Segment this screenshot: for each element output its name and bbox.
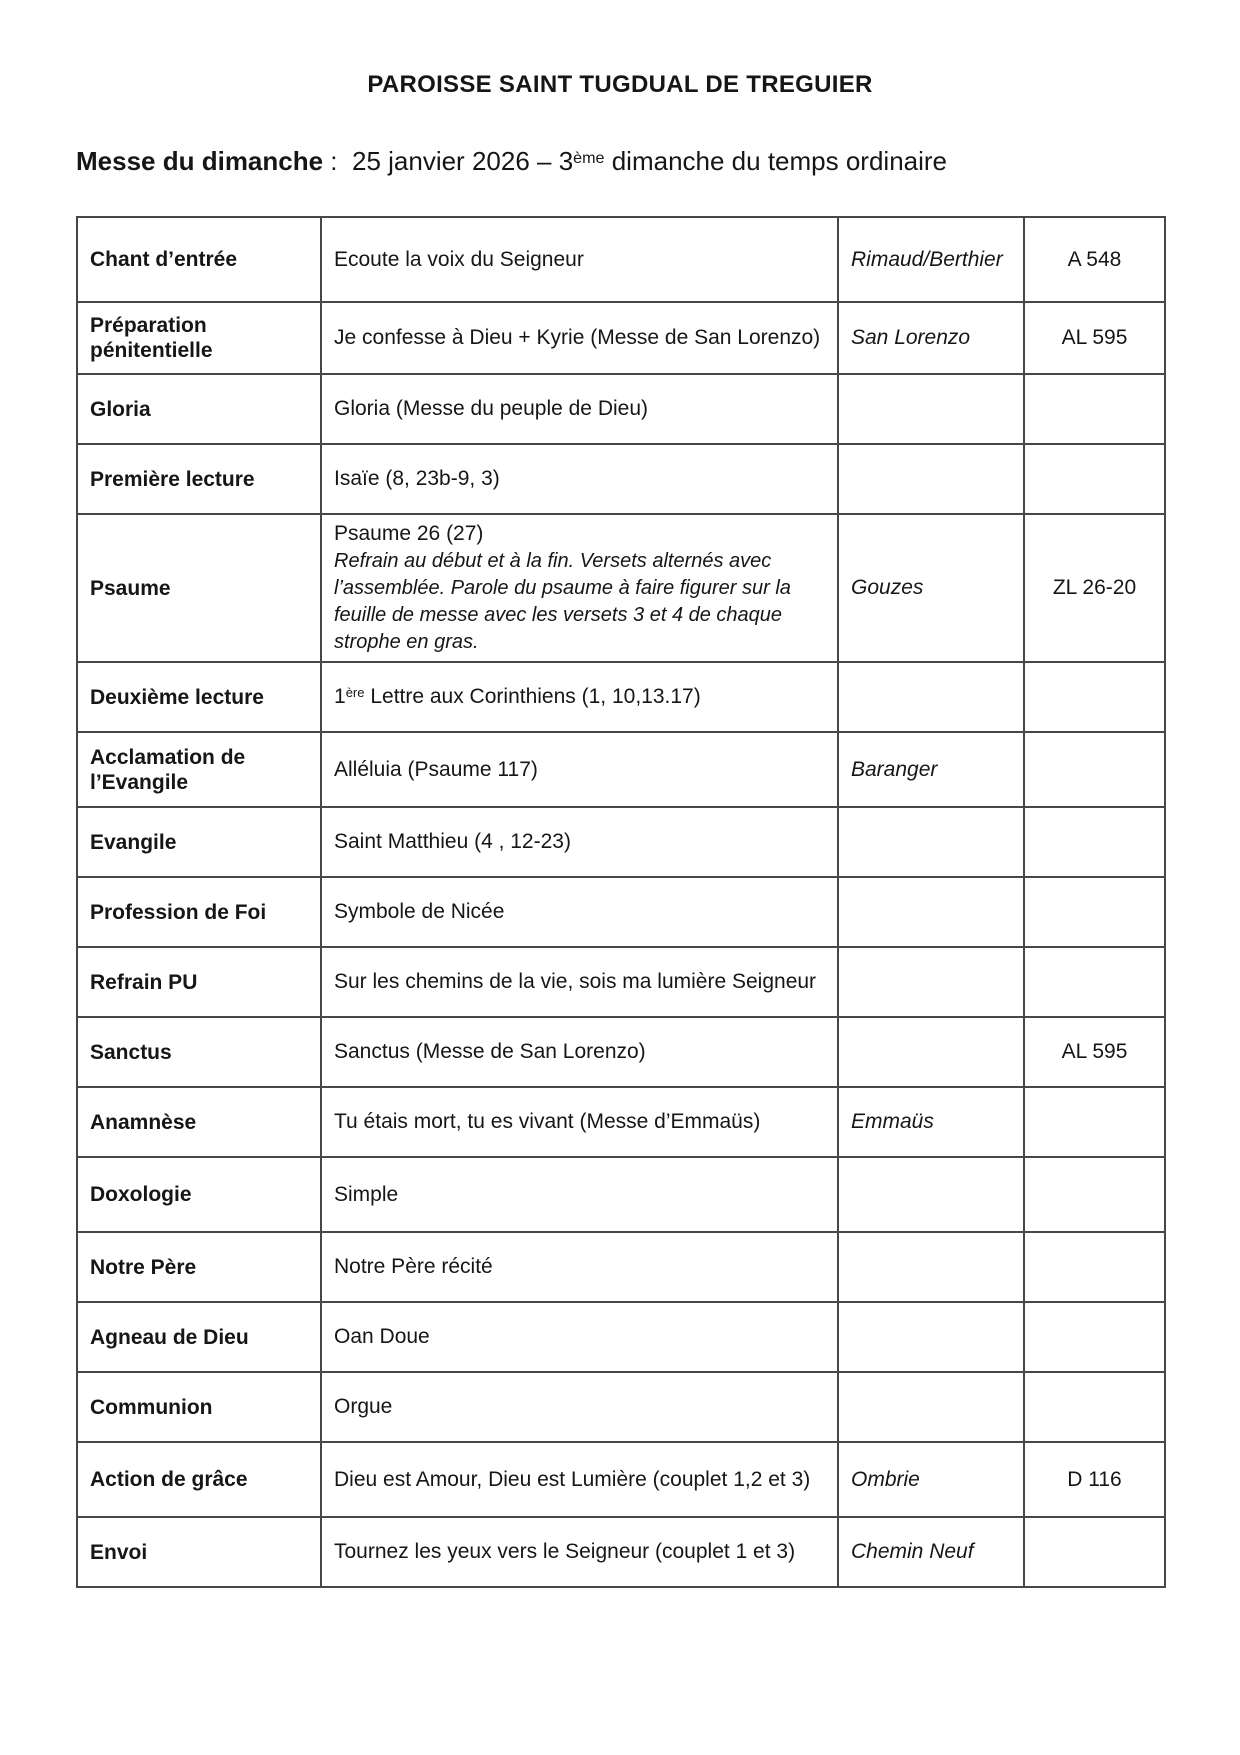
table-row <box>77 1442 1165 1517</box>
content-cell <box>321 1517 838 1587</box>
label-cell <box>77 374 321 444</box>
row-label: Première lecture <box>90 467 255 491</box>
author-cell <box>838 302 1024 374</box>
ref-cell <box>1024 1372 1165 1442</box>
content-cell <box>321 662 838 732</box>
row-label: Refrain PU <box>90 970 198 994</box>
table-row <box>77 662 1165 732</box>
row-content-text: Lettre aux Corinthiens (1, 10,13.17) <box>364 685 701 708</box>
author-cell <box>838 1302 1024 1372</box>
row-content: Orgue <box>334 1395 393 1418</box>
ref-cell <box>1024 514 1165 662</box>
mass-table-body <box>77 217 1165 1587</box>
author-cell <box>838 947 1024 1017</box>
author-cell <box>838 1517 1024 1587</box>
ref-cell <box>1024 1232 1165 1302</box>
ref-cell <box>1024 807 1165 877</box>
page-heading <box>76 144 1164 178</box>
table-row <box>77 732 1165 807</box>
table-row <box>77 947 1165 1017</box>
row-note: Refrain au début et à la fin. Versets alternés avec l’assemblée. Parole du psaume à faire figurer sur la feuille de messe avec les versets 3 et 4 de chaque strophe en gras. <box>334 550 791 653</box>
row-ref: AL 595 <box>1061 1040 1128 1063</box>
ref-cell <box>1024 1017 1165 1087</box>
content-cell <box>321 807 838 877</box>
ref-cell <box>1024 302 1165 374</box>
table-row <box>77 374 1165 444</box>
table-row <box>77 1232 1165 1302</box>
content-cell <box>321 1302 838 1372</box>
content-cell <box>321 1087 838 1157</box>
ref-cell <box>1024 1302 1165 1372</box>
row-author: Rimaud/Berthier <box>851 247 1003 271</box>
content-cell <box>321 514 838 662</box>
page-title: PAROISSE SAINT TUGDUAL DE TREGUIER <box>367 71 873 98</box>
label-cell <box>77 947 321 1017</box>
author-cell <box>838 1372 1024 1442</box>
row-author: Emmaüs <box>851 1110 934 1133</box>
author-cell <box>838 444 1024 514</box>
row-author: Baranger <box>851 757 938 781</box>
table-row <box>77 217 1165 302</box>
row-label: Psaume <box>90 576 171 600</box>
row-label: Action de grâce <box>90 1468 248 1491</box>
row-label: Préparation pénitentielle <box>90 314 213 362</box>
content-cell <box>321 1017 838 1087</box>
ref-cell <box>1024 732 1165 807</box>
author-cell <box>838 374 1024 444</box>
content-cell <box>321 947 838 1017</box>
row-author: San Lorenzo <box>851 326 971 349</box>
row-label: Anamnèse <box>90 1110 197 1134</box>
table-row <box>77 444 1165 514</box>
label-cell <box>77 1442 321 1517</box>
content-cell <box>321 302 838 374</box>
row-label: Communion <box>90 1395 213 1419</box>
label-cell <box>77 444 321 514</box>
author-cell <box>838 514 1024 662</box>
row-content: Je confesse à Dieu + Kyrie (Messe de San Lorenzo) <box>334 326 821 349</box>
label-cell <box>77 1517 321 1587</box>
content-cell <box>321 1157 838 1232</box>
author-cell <box>838 732 1024 807</box>
row-content: Saint Matthieu (4 , 12-23) <box>334 830 571 853</box>
author-cell <box>838 807 1024 877</box>
row-label: Envoi <box>90 1540 148 1564</box>
table-row <box>77 1517 1165 1587</box>
row-ref: AL 595 <box>1061 326 1128 349</box>
row-ref: A 548 <box>1067 247 1122 271</box>
author-cell <box>838 1017 1024 1087</box>
content-cell <box>321 1232 838 1302</box>
author-cell <box>838 877 1024 947</box>
row-ref: ZL 26-20 <box>1052 576 1137 599</box>
label-cell <box>77 302 321 374</box>
row-content: Psaume 26 (27) <box>334 522 484 545</box>
ref-cell <box>1024 1087 1165 1157</box>
row-content: Sanctus (Messe de San Lorenzo) <box>334 1040 646 1063</box>
label-cell <box>77 1232 321 1302</box>
row-content: Alléluia (Psaume 117) <box>334 757 538 781</box>
row-label: Chant d’entrée <box>90 248 238 271</box>
author-cell <box>838 1442 1024 1517</box>
row-label: Acclamation de l’Evangile <box>90 745 246 794</box>
table-row <box>77 1157 1165 1232</box>
row-label: Evangile <box>90 830 177 854</box>
label-cell <box>77 662 321 732</box>
heading-date-text: 25 janvier 2026 – 3 <box>351 146 574 176</box>
author-cell <box>838 1232 1024 1302</box>
row-content: Dieu est Amour, Dieu est Lumière (couplet 1,2 et 3) <box>334 1467 811 1491</box>
author-cell <box>838 1157 1024 1232</box>
label-cell <box>77 1372 321 1442</box>
table-row <box>77 1372 1165 1442</box>
ref-cell <box>1024 1442 1165 1517</box>
row-content: Ecoute la voix du Seigneur <box>334 247 584 271</box>
ref-cell <box>1024 374 1165 444</box>
label-cell <box>77 1017 321 1087</box>
heading-rest-text: dimanche du temps ordinaire <box>604 146 948 176</box>
author-cell <box>838 217 1024 302</box>
label-cell <box>77 807 321 877</box>
row-content: Tournez les yeux vers le Seigneur (couplet 1 et 3) <box>334 1540 796 1563</box>
row-content <box>334 685 701 708</box>
content-cell <box>321 1372 838 1442</box>
row-content: Simple <box>334 1182 399 1206</box>
row-content-superscript: ère <box>345 685 365 701</box>
label-cell <box>77 514 321 662</box>
label-cell <box>77 217 321 302</box>
row-content: Tu étais mort, tu es vivant (Messe d’Emmaüs) <box>334 1110 761 1133</box>
table-row <box>77 1087 1165 1157</box>
mass-program-table <box>76 216 1166 1588</box>
heading-superscript: ème <box>573 148 605 167</box>
row-label: Notre Père <box>90 1255 197 1279</box>
label-cell <box>77 1087 321 1157</box>
row-content: Notre Père récité <box>334 1255 493 1278</box>
row-label: Sanctus <box>90 1040 172 1064</box>
ref-cell <box>1024 217 1165 302</box>
ref-cell <box>1024 1517 1165 1587</box>
row-content: Oan Doue <box>334 1325 430 1348</box>
label-cell <box>77 1302 321 1372</box>
author-cell <box>838 1087 1024 1157</box>
row-content: Sur les chemins de la vie, sois ma lumière Seigneur <box>334 970 817 993</box>
table-row <box>77 1302 1165 1372</box>
row-ref: D 116 <box>1067 1467 1122 1491</box>
label-cell <box>77 732 321 807</box>
row-content: Gloria (Messe du peuple de Dieu) <box>334 397 648 420</box>
table-row <box>77 302 1165 374</box>
row-author: Chemin Neuf <box>851 1540 974 1563</box>
content-cell <box>321 877 838 947</box>
content-cell <box>321 374 838 444</box>
heading-separator: : <box>323 146 352 176</box>
row-label: Profession de Foi <box>90 900 267 924</box>
content-cell <box>321 444 838 514</box>
row-label: Gloria <box>90 397 151 421</box>
row-content: Symbole de Nicée <box>334 900 505 923</box>
row-label: Doxologie <box>90 1183 192 1206</box>
content-cell <box>321 217 838 302</box>
row-content: Isaïe (8, 23b-9, 3) <box>334 467 500 490</box>
row-content-prefix: 1 <box>334 685 346 708</box>
ref-cell <box>1024 1157 1165 1232</box>
row-label: Agneau de Dieu <box>90 1325 249 1349</box>
row-author: Gouzes <box>851 576 924 599</box>
ref-cell <box>1024 662 1165 732</box>
row-label: Deuxième lecture <box>90 685 264 709</box>
table-row <box>77 877 1165 947</box>
heading-bold-text: Messe du dimanche <box>76 146 324 176</box>
content-cell <box>321 1442 838 1517</box>
ref-cell <box>1024 947 1165 1017</box>
label-cell <box>77 1157 321 1232</box>
ref-cell <box>1024 877 1165 947</box>
author-cell <box>838 662 1024 732</box>
label-cell <box>77 877 321 947</box>
table-row <box>77 1017 1165 1087</box>
ref-cell <box>1024 444 1165 514</box>
table-row <box>77 514 1165 662</box>
content-cell <box>321 732 838 807</box>
row-author: Ombrie <box>851 1467 920 1491</box>
table-row <box>77 807 1165 877</box>
